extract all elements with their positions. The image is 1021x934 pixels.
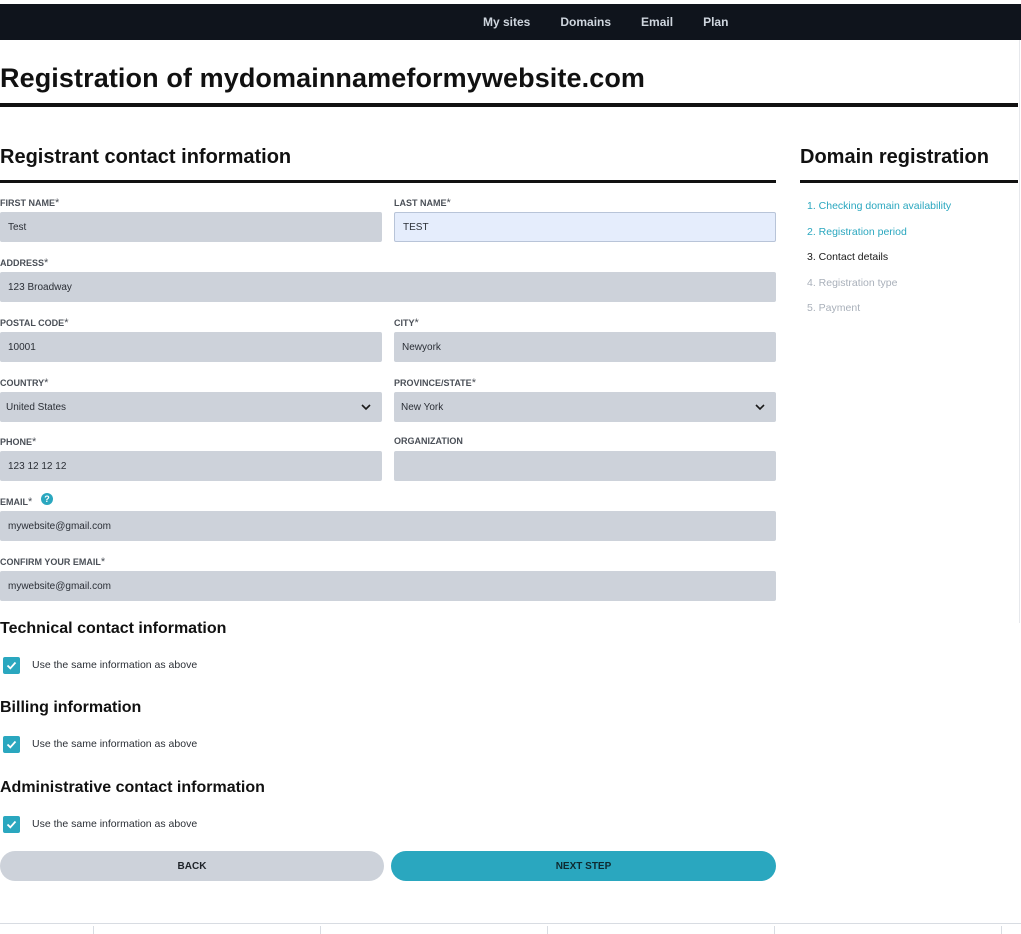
back-button[interactable]: BACK [0, 851, 384, 881]
check-icon [6, 660, 17, 671]
organization-label: ORGANIZATION [394, 436, 463, 446]
first-name-input[interactable]: Test [0, 212, 382, 242]
sidebar-divider [800, 180, 1018, 183]
administrative-heading: Administrative contact information [0, 779, 265, 796]
email-input[interactable]: mywebsite@gmail.com [0, 511, 776, 541]
chevron-down-icon [360, 401, 372, 413]
footer-tick [320, 926, 321, 934]
footer-tick [1001, 926, 1002, 934]
phone-input[interactable]: 123 12 12 12 [0, 451, 382, 481]
last-name-input[interactable]: TEST [394, 212, 776, 242]
address-label: ADDRESS* [0, 257, 49, 269]
registration-steps [807, 200, 951, 328]
registrant-divider [0, 180, 776, 183]
next-step-button[interactable]: NEXT STEP [391, 851, 776, 881]
step-contact-details: 3. Contact details [807, 251, 889, 263]
address-input[interactable]: 123 Broadway [0, 272, 776, 302]
confirm-email-label: CONFIRM YOUR EMAIL* [0, 556, 106, 568]
top-nav-bar [0, 4, 1021, 40]
postal-code-label: POSTAL CODE* [0, 317, 69, 329]
province-select-value: New York [401, 401, 444, 413]
nav-plan[interactable]: Plan [703, 15, 729, 29]
step-payment: 5. Payment [807, 302, 861, 314]
billing-heading: Billing information [0, 699, 142, 716]
first-name-label: FIRST NAME* [0, 197, 60, 209]
step-registration-period[interactable]: 2. Registration period [807, 225, 907, 238]
technical-same-label: Use the same information as above [32, 659, 198, 671]
bottom-divider [0, 923, 1021, 924]
province-label: PROVINCE/STATE* [394, 377, 476, 389]
country-select[interactable] [0, 392, 382, 422]
confirm-email-input[interactable]: mywebsite@gmail.com [0, 571, 776, 601]
nav-email[interactable]: Email [641, 15, 674, 29]
check-icon [6, 819, 17, 830]
country-select-value: United States [6, 401, 67, 413]
city-label: CITY* [394, 317, 419, 329]
nav-my-sites[interactable]: My sites [483, 15, 531, 29]
footer-tick [547, 926, 548, 934]
footer-tick [93, 926, 94, 934]
top-nav [483, 4, 758, 40]
technical-heading: Technical contact information [0, 620, 227, 637]
registrant-heading: Registrant contact information [0, 146, 292, 168]
sidebar-heading: Domain registration [800, 146, 989, 168]
title-divider [0, 103, 1018, 107]
administrative-same-label: Use the same information as above [32, 818, 198, 830]
administrative-same-checkbox[interactable] [3, 816, 20, 833]
last-name-label: LAST NAME* [394, 197, 451, 209]
chevron-down-icon [754, 401, 766, 413]
billing-same-label: Use the same information as above [32, 738, 198, 750]
help-icon[interactable]: ? [41, 493, 53, 505]
right-edge-line [1019, 40, 1020, 623]
step-registration-type: 4. Registration type [807, 276, 898, 289]
phone-label: PHONE* [0, 436, 37, 448]
footer-tick [774, 926, 775, 934]
check-icon [6, 739, 17, 750]
email-label: EMAIL* [0, 496, 33, 508]
postal-code-input[interactable]: 10001 [0, 332, 382, 362]
step-checking-availability[interactable]: 1. Checking domain availability [807, 200, 952, 212]
city-input[interactable]: Newyork [394, 332, 776, 362]
country-label: COUNTRY* [0, 377, 49, 389]
organization-input[interactable] [394, 451, 776, 481]
page-title: Registration of mydomainnameformywebsite.com [0, 63, 646, 93]
nav-domains[interactable]: Domains [560, 15, 612, 29]
billing-same-checkbox[interactable] [3, 736, 20, 753]
technical-same-checkbox[interactable] [3, 657, 20, 674]
province-select[interactable] [394, 392, 776, 422]
